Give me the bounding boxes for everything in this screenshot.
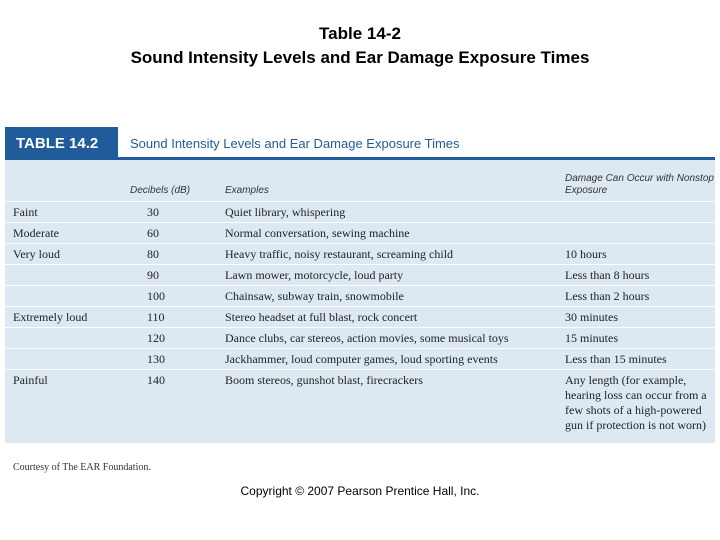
cell-decibels: 140 — [147, 373, 165, 387]
cell-level: Faint — [13, 205, 38, 219]
cell-damage — [556, 202, 715, 207]
header-examples: Examples — [225, 185, 269, 196]
table-row — [5, 286, 715, 307]
cell-example: Heavy traffic, noisy restaurant, screaming child — [225, 247, 454, 261]
table-row — [5, 265, 715, 286]
cell-example: Jackhammer, loud computer games, loud sporting events — [225, 352, 498, 366]
cell-example: Stereo headset at full blast, rock concert — [225, 310, 418, 324]
cell-damage: Any length (for example, hearing loss can occur from a few shots of a high-powered gun if protection is not worn) — [565, 373, 707, 432]
cell-decibels: 130 — [147, 352, 165, 366]
cell-decibels: 60 — [147, 226, 159, 240]
cell-damage: 15 minutes — [565, 331, 618, 345]
cell-level: Extremely loud — [13, 310, 88, 324]
slide-title-line1: Table 14-2 — [319, 24, 401, 43]
header-damage: Damage Can Occur with Nonstop Exposure — [565, 173, 714, 196]
cell-level — [5, 328, 125, 333]
cell-example: Boom stereos, gunshot blast, firecrackers — [225, 373, 423, 387]
cell-level — [5, 349, 125, 354]
cell-damage: Less than 2 hours — [565, 289, 650, 303]
cell-damage: 10 hours — [565, 247, 607, 261]
table-row — [5, 370, 715, 444]
cell-level — [5, 286, 125, 291]
cell-decibels: 110 — [147, 310, 165, 324]
table-body — [5, 160, 715, 444]
table-caption: Sound Intensity Levels and Ear Damage Exposure Times — [118, 127, 715, 160]
cell-level — [5, 265, 125, 270]
cell-example: Quiet library, whispering — [225, 205, 346, 219]
table-label: TABLE 14.2 — [5, 127, 118, 160]
cell-level: Painful — [13, 373, 48, 387]
cell-damage: 30 minutes — [565, 310, 618, 324]
sound-table — [5, 127, 715, 444]
table-rows — [5, 202, 715, 444]
slide-title — [0, 22, 720, 70]
courtesy-note: Courtesy of The EAR Foundation. — [13, 462, 151, 473]
table-row — [5, 349, 715, 370]
cell-damage: Less than 15 minutes — [565, 352, 667, 366]
table-row — [5, 223, 715, 244]
cell-level: Very loud — [13, 247, 60, 261]
table-row — [5, 328, 715, 349]
cell-decibels: 120 — [147, 331, 165, 345]
cell-example: Chainsaw, subway train, snowmobile — [225, 289, 404, 303]
cell-damage: Less than 8 hours — [565, 268, 650, 282]
cell-decibels: 80 — [147, 247, 159, 261]
cell-level: Moderate — [13, 226, 59, 240]
slide-title-line2: Sound Intensity Levels and Ear Damage Exposure Times — [130, 48, 590, 67]
copyright-footer: Copyright © 2007 Pearson Prentice Hall, Inc. — [240, 484, 480, 498]
cell-damage — [556, 223, 715, 228]
table-row — [5, 307, 715, 328]
cell-decibels: 100 — [147, 289, 165, 303]
column-headers — [5, 160, 715, 202]
table-row — [5, 202, 715, 223]
table-row — [5, 244, 715, 265]
cell-example: Lawn mower, motorcycle, loud party — [225, 268, 404, 282]
cell-example: Dance clubs, car stereos, action movies, some musical toys — [225, 331, 509, 345]
cell-example: Normal conversation, sewing machine — [225, 226, 410, 240]
table-header — [5, 127, 715, 160]
cell-decibels: 90 — [147, 268, 159, 282]
header-decibels: Decibels (dB) — [130, 185, 191, 196]
cell-decibels: 30 — [147, 205, 159, 219]
